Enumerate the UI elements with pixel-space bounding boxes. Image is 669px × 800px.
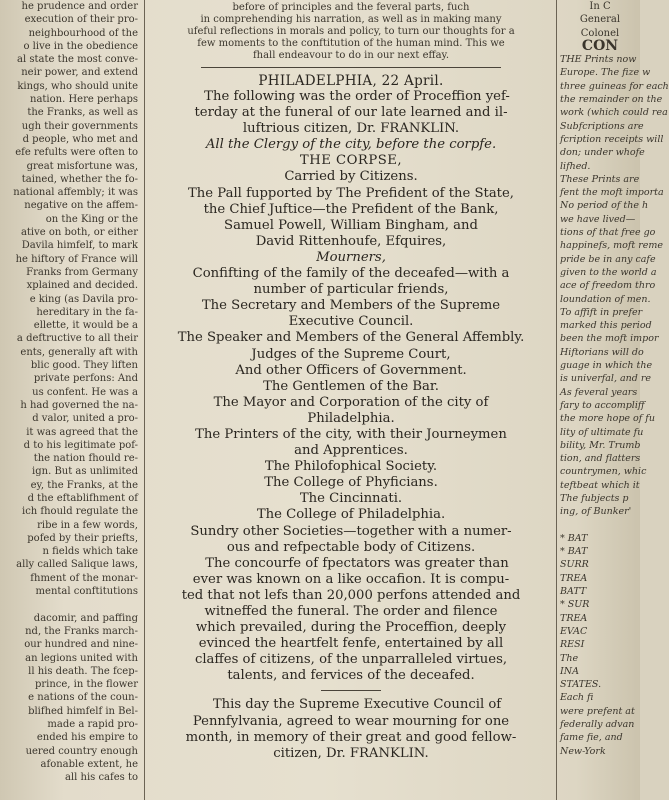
text-line: blifhed himfelf in Bel- — [28, 705, 138, 717]
text-line: Pennfylvania, agreed to wear mourning for one — [192, 713, 510, 729]
text-line: lifhed. — [560, 160, 591, 172]
text-line: The College of Phyficians. — [264, 475, 438, 491]
text-line: don; under whofe — [560, 147, 645, 159]
text-line: The — [560, 652, 579, 664]
text-line: New-York — [560, 745, 606, 757]
text-line: dacomir, and paffing — [33, 612, 138, 624]
text-line: neighbourhood of the — [28, 27, 138, 39]
text-line: The fubjects p — [560, 492, 629, 504]
text-line — [560, 519, 640, 532]
text-line: e king (as Davila pro- — [29, 293, 138, 305]
text-line: afonable extent, he — [40, 758, 138, 770]
text-line: all his cafes to — [64, 772, 138, 784]
left-column — [0, 0, 140, 800]
text-line: General — [579, 14, 621, 26]
text-line: ey, the Franks, at the — [30, 479, 138, 491]
text-line: Subfcriptions are — [560, 120, 644, 132]
text-line: pofed by their priefts, — [27, 532, 138, 544]
text-line: national affembly; it was — [13, 187, 138, 199]
text-line: given to the world a — [560, 266, 657, 278]
text-line: The Gentlemen of the Bar. — [263, 378, 439, 394]
text-line: the remainder on the — [560, 94, 663, 106]
text-line: evinced the heartfelt fenfe, entertained by all — [198, 636, 504, 652]
text-line: ents, generally aft with — [20, 346, 138, 358]
text-line: tained, whether the fo- — [21, 173, 138, 185]
text-line: Hiftorians will do — [560, 346, 644, 358]
text-line: is univerfal, and re — [560, 373, 652, 385]
text-line: THE Prints now — [560, 54, 637, 66]
text-line: ended his empire to — [36, 732, 138, 744]
text-line — [0, 598, 138, 611]
text-line: fhall endeavour to do in our next effay. — [252, 50, 450, 61]
text-line: ign. But as unlimited — [32, 466, 138, 478]
text-line: STATES. — [560, 679, 602, 691]
text-line: it was agreed that the — [26, 426, 138, 438]
column-rule-right — [556, 0, 557, 800]
text-line: The Speaker and Members of the General Affembly. — [177, 330, 525, 346]
text-line: RESI — [560, 639, 585, 651]
text-line: pride be in any cafe — [560, 253, 656, 265]
text-line: INA — [560, 665, 579, 677]
text-line: al state the most conve- — [17, 54, 138, 66]
mourning-notice — [150, 697, 552, 761]
text-line: fhment of the monar- — [30, 572, 138, 584]
text-line: Samuel Powell, William Bingham, and — [224, 217, 478, 233]
text-line: efe refults were often to — [15, 147, 138, 159]
text-line: were prefent at — [560, 705, 635, 717]
text-line: ll his death. The fcep- — [28, 665, 138, 677]
text-line: d to his legitimate pof- — [23, 439, 138, 451]
text-line: an legions united with — [25, 652, 138, 664]
text-line: ing, of Bunker' — [560, 506, 632, 518]
text-line: d people, who met and — [22, 133, 138, 145]
text-line: * BAT — [560, 532, 588, 544]
text-line: guage in which the — [560, 360, 653, 372]
text-line: David Rittenhoufe, Efquires, — [255, 233, 447, 249]
text-line: federally advan — [560, 719, 635, 731]
text-line: ace of freedom thro — [560, 280, 656, 292]
funeral-procession-article — [150, 89, 552, 684]
text-line: The Cincinnati. — [299, 491, 403, 507]
text-line: Colonel — [580, 27, 620, 39]
article-divider — [321, 690, 381, 691]
text-line: tion, and flatters — [560, 453, 641, 465]
right-column-header — [560, 0, 640, 40]
right-column-text — [560, 53, 669, 758]
main-column — [150, 0, 552, 800]
text-line: SURR — [560, 559, 589, 571]
text-line: luftrious citizen, Dr. FRANKLIN. — [242, 121, 460, 137]
text-line: marked this period — [560, 320, 652, 332]
text-line: on the King or the — [45, 213, 138, 225]
text-line: fcription receipts will — [560, 133, 664, 145]
text-line: These Prints are — [560, 173, 640, 185]
text-line: citizen, Dr. FRANKLIN. — [273, 745, 429, 761]
text-line: fent the moft importa — [560, 187, 664, 199]
text-line: And other Officers of Government. — [235, 362, 467, 378]
text-line: claffes of citizens, of the unparralleled virtues, — [194, 652, 508, 668]
text-line: countrymen, whic — [560, 466, 647, 478]
text-line: Davila himfelf, to mark — [21, 240, 138, 252]
text-line: fame fie, and — [560, 732, 623, 744]
text-line: the more hope of fu — [560, 413, 655, 425]
text-line: BATT — [560, 586, 587, 598]
text-line: he prudence and order — [21, 1, 138, 12]
text-line: The concourfe of fpectators was greater than — [205, 555, 509, 571]
text-line: prince, in the flower — [34, 679, 138, 691]
text-line: As feveral years — [560, 386, 638, 398]
text-line: Europe. The fize w — [560, 67, 651, 79]
text-line: in comprehending his narration, as well as in making many — [200, 14, 502, 25]
text-line: tions of that free go — [560, 227, 656, 239]
text-line: nation. Here perhaps — [30, 94, 138, 106]
text-line: ous and refpectable body of Citizens. — [226, 539, 476, 555]
text-line: ted that not lefs than 20,000 perfons attended and — [181, 587, 521, 603]
text-line: work (which could rea — [560, 107, 668, 119]
text-line: Mourners, — [316, 249, 386, 265]
text-line: Philadelphia. — [307, 410, 395, 426]
text-line: n fields which take — [42, 546, 138, 558]
text-line: TREA — [560, 612, 588, 624]
text-line: The College of Philadelphia. — [256, 507, 446, 523]
text-line: Franks from Germany — [26, 266, 138, 278]
dateline: PHILADELPHIA, 22 April. — [258, 73, 444, 89]
text-line: Judges of the Supreme Court, — [251, 346, 451, 362]
text-line: happinefs, moft reme — [560, 240, 664, 252]
text-line: o live in the obedience — [23, 40, 138, 52]
text-line: THE CORPSE, — [299, 153, 403, 169]
text-line: made a rapid pro- — [47, 719, 138, 731]
text-line: The Pall fupported by The Prefident of the State, — [188, 185, 514, 201]
text-line: ally called Salique laws, — [16, 559, 138, 571]
section-divider — [201, 67, 501, 68]
text-line: EVAC — [560, 625, 588, 637]
text-line: he hiftory of France will — [15, 253, 138, 265]
text-line: three guineas for each — [560, 80, 669, 92]
text-line: e nations of the coun- — [28, 692, 138, 704]
text-line: neir power, and extend — [21, 67, 138, 79]
text-line: ich fhould regulate the — [22, 506, 138, 518]
text-line: before of principles and the feveral parts, fuch — [232, 2, 470, 13]
text-line: talents, and fervices of the deceafed. — [227, 668, 475, 684]
text-line: and Apprentices. — [294, 443, 408, 459]
right-column-heading: CON — [581, 37, 619, 54]
text-line: Sundry other Societies—together with a numer- — [190, 523, 512, 539]
text-line: nd, the Franks march- — [25, 625, 138, 637]
previous-article-tail — [150, 0, 552, 62]
text-line: month, in memory of their great and good fellow- — [185, 729, 517, 745]
text-line: we have lived— — [560, 213, 636, 225]
text-line: ever was known on a like occafion. It is compu- — [192, 571, 510, 587]
text-line: ative on both, or either — [20, 227, 138, 239]
text-line: To affift in prefer — [560, 306, 643, 318]
text-line: This day the Supreme Executive Council of — [212, 697, 502, 713]
column-rule-left — [144, 0, 145, 800]
text-line: * SUR — [560, 599, 590, 611]
text-line: d the eftablifhment of — [27, 492, 138, 504]
right-column — [560, 0, 669, 800]
text-line: our hundred and nine- — [24, 639, 138, 651]
text-line: lity of ultimate fu — [560, 426, 644, 438]
text-line: All the Clergy of the city, before the corpfe. — [205, 137, 497, 153]
text-line: bility, Mr. Trumb — [560, 439, 641, 451]
text-line: The Secretary and Members of the Supreme — [201, 298, 501, 314]
text-line: teftbeat which it — [560, 479, 640, 491]
text-line: the Franks, as well as — [27, 107, 138, 119]
text-line: mental conftitutions — [35, 586, 138, 598]
text-line: few moments to the conftitution of the human mind. This we — [197, 38, 505, 49]
text-line: number of particular friends, — [253, 282, 449, 298]
text-line: terday at the funeral of our late learned and il- — [194, 105, 508, 121]
text-line: The Printers of the city, with their Journeymen — [195, 426, 507, 442]
text-line: which prevailed, during the Proceffion, deeply — [195, 620, 507, 636]
text-line: Executive Council. — [288, 314, 414, 330]
text-line: loundation of men. — [560, 293, 651, 305]
text-line: negative on the affem- — [24, 200, 138, 212]
text-line: witneffed the funeral. The order and filence — [204, 604, 498, 619]
text-line: The following was the order of Proceffion yef- — [204, 89, 510, 104]
text-line: fary to accompliff — [560, 399, 645, 411]
text-line: kings, who should unite — [17, 80, 138, 92]
text-line: private perfons: And — [33, 373, 138, 385]
text-line: great misfortune was, — [26, 160, 138, 172]
text-line: Each fi — [560, 692, 594, 704]
text-line: Carried by Citizens. — [284, 169, 418, 185]
text-line: h had governed the na- — [20, 399, 138, 411]
text-line: ugh their governments — [21, 120, 138, 132]
text-line: a deftructive to all their — [16, 333, 138, 345]
text-line: ellette, it would be a — [33, 320, 138, 332]
text-line: d valor, united a pro- — [32, 413, 138, 425]
text-line: execution of their pro- — [24, 14, 138, 26]
text-line: been the moft impor — [560, 333, 659, 345]
text-line: xplained and decided. — [26, 280, 138, 292]
text-line: No period of the h — [560, 200, 649, 212]
text-line: hereditary in the fa- — [36, 306, 138, 318]
text-line: TREA — [560, 572, 588, 584]
text-line: blic good. They liften — [30, 360, 138, 372]
text-line: the nation fhould re- — [33, 453, 138, 465]
text-line: us confent. He was a — [32, 386, 138, 398]
text-line: Confifting of the family of the deceafed—with a — [192, 266, 510, 282]
text-line: The Philofophical Society. — [264, 459, 438, 475]
text-line: ribe in a few words, — [37, 519, 138, 531]
text-line: uered country enough — [25, 745, 138, 757]
text-line: * BAT — [560, 546, 588, 558]
text-line: the Chief Juftice—the Prefident of the Bank, — [203, 201, 499, 217]
text-line: ufeful reflections in morals and policy, to turn our thoughts for a — [187, 26, 515, 37]
text-line: In C — [589, 1, 611, 12]
text-line: The Mayor and Corporation of the city of — [213, 394, 489, 410]
